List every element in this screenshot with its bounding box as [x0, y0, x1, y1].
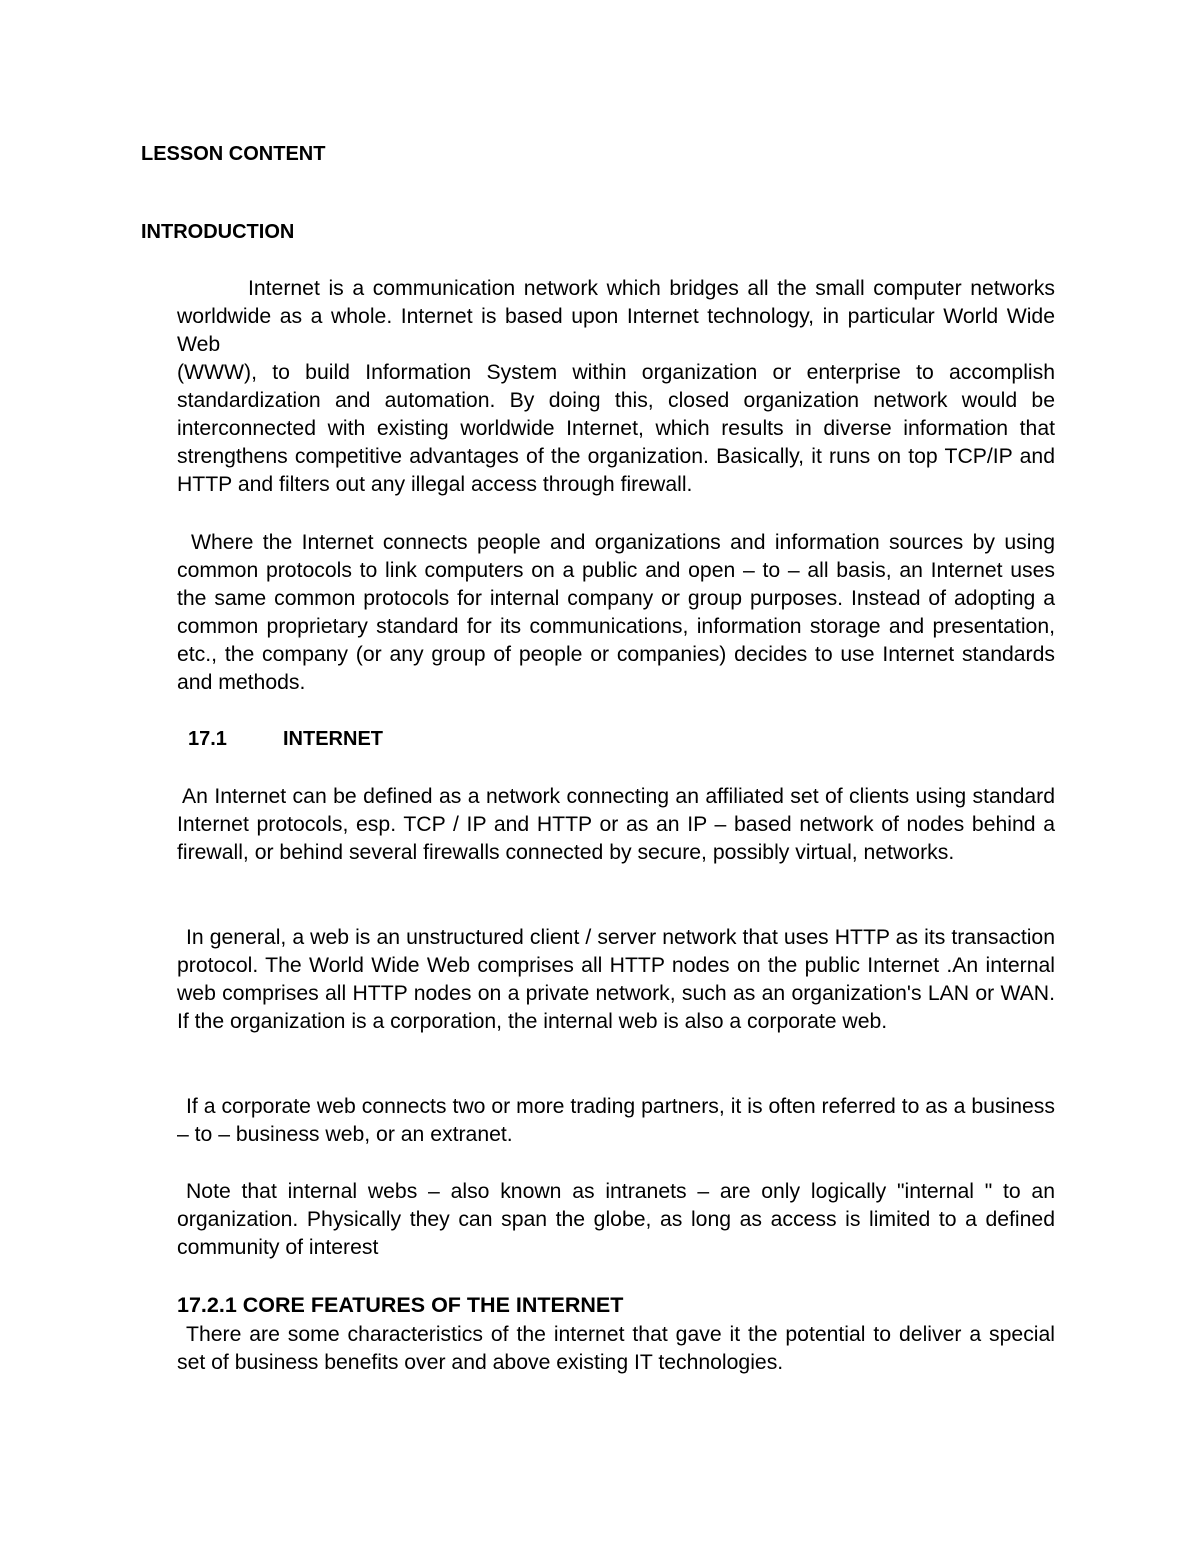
lesson-content-title: LESSON CONTENT — [141, 143, 326, 165]
corporate-web-paragraph: If a corporate web connects two or more trading partners, it is often referred to as a business – to – business web, or an extranet. — [177, 1095, 1055, 1146]
internet-definition-paragraph: An Internet can be defined as a network connecting an affiliated set of clients using standard Internet protocols, esp. TCP / IP and HTTP or as an IP – based network of nodes behind a firewall, or behind several firewalls connected by secure, possibly virtual, networks. — [177, 785, 1055, 864]
intro-paragraph-1b: (WWW), to build Information System within organization or enterprise to accomplish standardization and automation. By doing this, closed organization network would be interconnected with existing worldwide Internet, which results in diverse information that strengthens competitive advantages of the organization. Basically, it runs on top TCP/IP and HTTP and filters out any illegal access through firewall. — [177, 361, 1055, 496]
core-features-paragraph: There are some characteristics of the internet that gave it the potential to deliver a special set of business benefits over and above existing IT technologies. — [177, 1323, 1055, 1374]
section-17-1-heading — [188, 727, 383, 751]
section-17-2-1-heading: 17.2.1 CORE FEATURES OF THE INTERNET — [177, 1293, 624, 1317]
introduction-heading: INTRODUCTION — [141, 221, 295, 243]
web-general-paragraph: In general, a web is an unstructured client / server network that uses HTTP as its transaction protocol. The World Wide Web comprises all HTTP nodes on the public Internet .An internal web comprises all HTTP nodes on a private network, such as an organization's LAN or WAN. If the organization is a corporation, the internal web is also a corporate web. — [177, 926, 1055, 1033]
intro-paragraph-1a: Internet is a communication network which bridges all the small computer networks worldwide as a whole. Internet is based upon Internet technology, in particular World Wide Web — [177, 277, 1055, 356]
section-17-1-number: 17.1 — [188, 728, 227, 750]
section-17-1-title: INTERNET — [283, 728, 383, 750]
intro-paragraph-2: Where the Internet connects people and organizations and information sources by using common protocols to link computers on a public and open – to – all basis, an Internet uses the same common protocols for internal company or group purposes. Instead of adopting a common proprietary standard for its communications, information storage and presentation, etc., the company (or any group of people or companies) decides to use Internet standards and methods. — [177, 531, 1055, 694]
intranets-note-paragraph: Note that internal webs – also known as intranets – are only logically "internal " to an organization. Physically they can span the globe, as long as access is limited to a defined community of interest — [177, 1180, 1055, 1259]
